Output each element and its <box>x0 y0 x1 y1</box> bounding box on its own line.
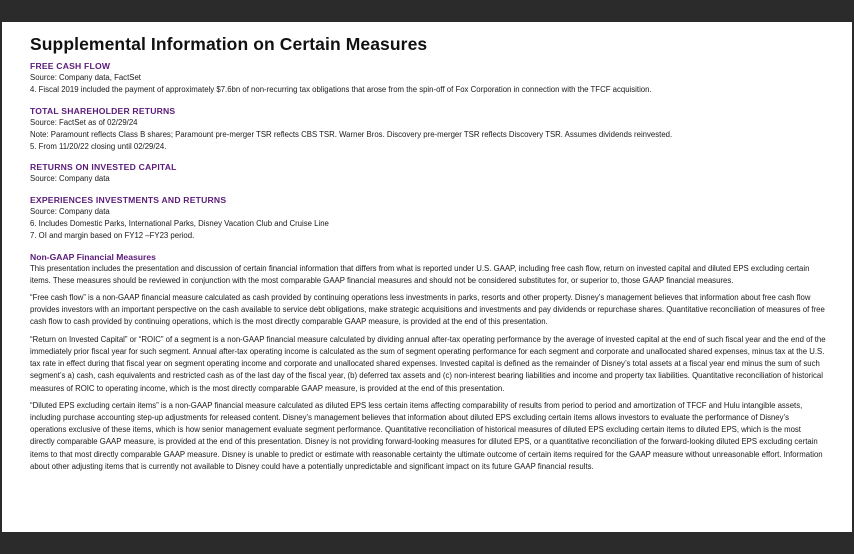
footnote-line: 4. Fiscal 2019 included the payment of approximately $7.6bn of non-recurring tax obligations that arose from the spin-off of Fox Corporation in connection with the TFCF acquisition. <box>30 85 652 95</box>
section-heading: RETURNS ON INVESTED CAPITAL <box>30 162 177 173</box>
page-title: Supplemental Information on Certain Measures <box>30 34 428 54</box>
section-returns-on-invested-capital <box>30 162 826 185</box>
source-line: Source: Company data <box>30 174 110 184</box>
section-free-cash-flow <box>30 61 826 97</box>
footnote-line: 6. Includes Domestic Parks, International Parks, Disney Vacation Club and Cruise Line <box>30 219 329 229</box>
section-non-gaap <box>30 252 826 473</box>
roic-definition: “Return on Invested Capital” or “ROIC” of a segment is a non-GAAP financial measure calculated by dividing annual after-tax operating performance by the average of invested capital at the end of such fiscal year and the end of the immediately prior fiscal year for such segment. Annual after-tax operating income is calculated as the sum of segment operating performance for each segment and corporate and unallocated shared expenses, minus tax at the U.S. tax rate in effect during that fiscal year on segment operating income and corporate and unallocated shared expenses. Invested capital is defined as the remainder of Disney’s total assets at a fiscal year end minus the sum of such segment’s a) cash, cash equivalents and restricted cash as of the last day of the fiscal year, (b) deferred tax assets and (c) non-interest bearing liabilities and income and property tax liabilities. Quantitative reconciliation of historical measures of ROIC to operating income, which is the most directly comparable GAAP measure, is provided at the end of this presentation. <box>30 334 826 393</box>
section-experiences-investments <box>30 195 826 243</box>
free-cash-flow-definition: “Free cash flow” is a non-GAAP financial measure calculated as cash provided by continuing operations less investments in parks, resorts and other property. Disney’s management believes that information about free cash flow provides investors with an important perspective on the cash available to service debt obligations, make strategic acquisitions and investments and pay dividends or repurchase shares. Quantitative reconciliation of measures of free cash flow to cash provided by continuing operations, which is the most directly comparable GAAP measure, is provided at the end of this presentation. <box>30 293 825 327</box>
non-gaap-paragraph: This presentation includes the presentation and discussion of certain financial information that differs from what is reported under U.S. GAAP, including free cash flow, return on invested capital and diluted EPS excluding certain items. These measures should be reviewed in conjunction with the most comparable GAAP financial measures and should not be considered substitutes for, or superior to, those GAAP financial measures. <box>30 263 810 285</box>
section-heading: FREE CASH FLOW <box>30 61 111 71</box>
source-line: Source: Company data <box>30 206 110 216</box>
section-heading: EXPERIENCES INVESTMENTS AND RETURNS <box>30 194 227 205</box>
footnote-line: 7. OI and margin based on FY12 –FY23 period. <box>30 231 195 241</box>
note-line: Note: Paramount reflects Class B shares; Paramount pre-merger TSR reflects CBS TSR. Warner Bros. Discovery pre-merger TSR reflects Discovery TSR. Assumes dividends reinvested. <box>30 129 673 139</box>
footnote-line: 5. From 11/20/22 closing until 02/29/24. <box>30 142 167 152</box>
source-line: Source: Company data, FactSet <box>30 73 141 82</box>
slide-page <box>2 22 852 532</box>
section-total-shareholder-returns <box>30 106 826 154</box>
non-gaap-heading: Non-GAAP Financial Measures <box>30 251 156 262</box>
section-heading: TOTAL SHAREHOLDER RETURNS <box>30 105 176 116</box>
source-line: Source: FactSet as of 02/29/24 <box>30 117 138 127</box>
diluted-eps-definition: “Diluted EPS excluding certain items” is a non-GAAP financial measure calculated as diluted EPS less certain items affecting comparability of results from period to period and amortization of TFCF and Hulu intangible assets, including purchase accounting step-up adjustments for released content. Disney’s management believes that information about diluted EPS excluding certain items allows investors to evaluate the performance of Disney’s operations exclusive of these items, which is how senior management evaluate segment performance. Quantitative reconciliation of historical measures of diluted EPS excluding certain items to diluted EPS, which is the most directly comparable GAAP measure, is provided at the end of this presentation. Disney is not providing forward-looking measures for diluted EPS, or a quantitative reconciliation of the forward-looking diluted EPS excluding certain items to that most directly comparable GAAP measure. Disney is unable to predict or estimate with reasonable certainty the ultimate outcome of certain items required for the GAAP measure without unreasonable effort. Information about other adjusting items that is currently not available to Disney could have a potentially unpredictable and significant impact on its future GAAP financial results. <box>30 400 823 471</box>
